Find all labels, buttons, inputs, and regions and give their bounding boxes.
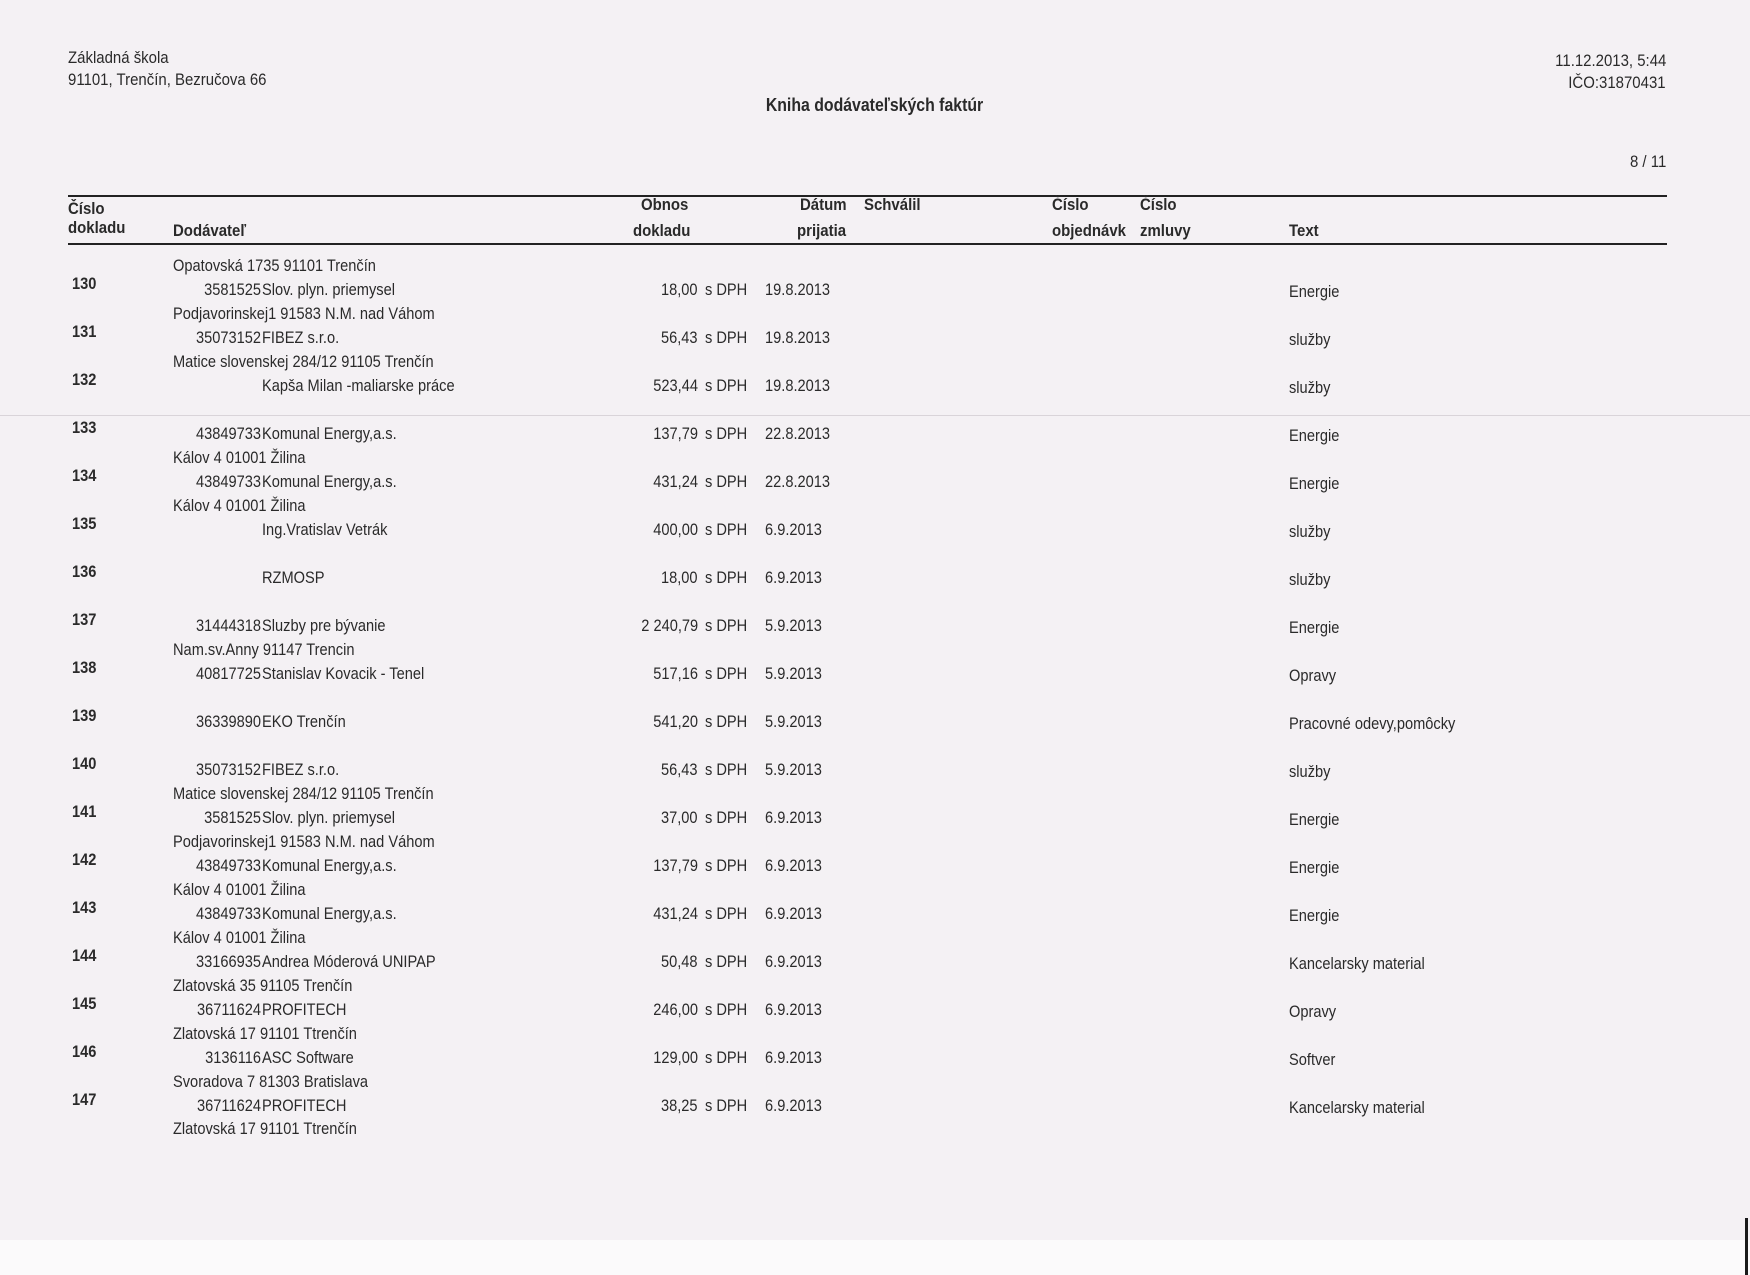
row-address: Zlatovská 17 91101 Ttrenčín bbox=[173, 1024, 357, 1043]
received-date: 6.9.2013 bbox=[765, 520, 822, 539]
supplier-name: Slov. plyn. priemysel bbox=[262, 808, 395, 827]
document-number: 130 bbox=[72, 274, 97, 293]
col-text: Text bbox=[1289, 221, 1319, 240]
vat-flag: s DPH bbox=[705, 904, 748, 923]
supplier-ico: 35073152 bbox=[195, 328, 261, 347]
supplier-name: Sluzby pre bývanie bbox=[262, 616, 386, 635]
received-date: 5.9.2013 bbox=[765, 712, 822, 731]
received-date: 6.9.2013 bbox=[765, 808, 822, 827]
vat-flag: s DPH bbox=[705, 664, 748, 683]
supplier-ico: 33166935 bbox=[195, 952, 261, 971]
supplier-name: EKO Trenčín bbox=[262, 712, 346, 731]
row-address: Matice slovenskej 284/12 91105 Trenčín bbox=[173, 352, 434, 371]
table-row bbox=[0, 1072, 1750, 1120]
amount: 2 240,79 bbox=[641, 616, 698, 635]
supplier-name: Komunal Energy,a.s. bbox=[262, 856, 397, 875]
supplier-ico: 3136116 bbox=[205, 1048, 261, 1067]
document-number: 132 bbox=[72, 370, 97, 389]
page-title-text: Kniha dodávateľských faktúr bbox=[766, 95, 984, 115]
row-address: Kálov 4 01001 Žilina bbox=[173, 448, 306, 467]
col-cislo-2: dokladu bbox=[68, 218, 126, 237]
row-address: Kálov 4 01001 Žilina bbox=[173, 496, 306, 515]
supplier-ico: 43849733 bbox=[195, 904, 261, 923]
vat-flag: s DPH bbox=[705, 1048, 748, 1067]
amount: 18,00 bbox=[661, 280, 698, 299]
row-text: služby bbox=[1289, 762, 1331, 781]
table-row bbox=[0, 400, 1750, 448]
document-number: 137 bbox=[72, 610, 97, 629]
vat-flag: s DPH bbox=[705, 520, 748, 539]
amount: 431,24 bbox=[653, 904, 698, 923]
supplier-name: Komunal Energy,a.s. bbox=[262, 424, 397, 443]
received-date: 19.8.2013 bbox=[765, 280, 831, 299]
supplier-name: Komunal Energy,a.s. bbox=[262, 472, 397, 491]
row-address: Podjavorinskej1 91583 N.M. nad Váhom bbox=[173, 832, 435, 851]
table-row bbox=[0, 544, 1750, 592]
amount: 129,00 bbox=[653, 1048, 698, 1067]
received-date: 6.9.2013 bbox=[765, 568, 822, 587]
supplier-ico: 36711624 bbox=[197, 1000, 261, 1019]
col-objednavk-1: Číslo bbox=[1052, 195, 1089, 214]
print-datetime: 11.12.2013, 5:44 bbox=[1554, 51, 1666, 70]
received-date: 5.9.2013 bbox=[765, 760, 822, 779]
col-zmluvy-2: zmluvy bbox=[1140, 221, 1191, 240]
table-row bbox=[0, 736, 1750, 784]
vat-flag: s DPH bbox=[705, 808, 748, 827]
vat-flag: s DPH bbox=[705, 1096, 748, 1115]
amount: 137,79 bbox=[653, 856, 698, 875]
vat-flag: s DPH bbox=[705, 952, 748, 971]
document-number: 142 bbox=[72, 850, 97, 869]
row-address: Kálov 4 01001 Žilina bbox=[173, 880, 306, 899]
page-title bbox=[0, 95, 1750, 116]
supplier-name: ASC Software bbox=[262, 1048, 354, 1067]
received-date: 6.9.2013 bbox=[765, 1000, 822, 1019]
row-address: Zlatovská 35 91105 Trenčín bbox=[173, 976, 353, 995]
document-number: 131 bbox=[72, 322, 97, 341]
supplier-name: PROFITECH bbox=[262, 1000, 347, 1019]
table-row bbox=[0, 832, 1750, 880]
supplier-ico: 35073152 bbox=[195, 760, 261, 779]
supplier-ico: 43849733 bbox=[195, 424, 261, 443]
row-text: Energie bbox=[1289, 474, 1340, 493]
col-zmluvy-1: Číslo bbox=[1140, 195, 1177, 214]
document-number: 144 bbox=[72, 946, 97, 965]
amount: 541,20 bbox=[653, 712, 698, 731]
row-text: Energie bbox=[1289, 906, 1340, 925]
col-datum-2: prijatia bbox=[797, 221, 847, 240]
ico-number: IČO:31870431 bbox=[1568, 73, 1666, 92]
scan-bottom-margin bbox=[0, 1240, 1750, 1275]
row-text: Energie bbox=[1289, 810, 1340, 829]
document-number: 140 bbox=[72, 754, 97, 773]
row-text: služby bbox=[1289, 378, 1331, 397]
amount: 400,00 bbox=[653, 520, 698, 539]
org-name: Základná škola bbox=[68, 48, 169, 67]
row-address: Opatovská 1735 91101 Trenčín bbox=[173, 256, 376, 275]
supplier-name: Slov. plyn. priemysel bbox=[262, 280, 395, 299]
supplier-name: PROFITECH bbox=[262, 1096, 347, 1115]
row-text: Kancelarsky material bbox=[1289, 954, 1425, 973]
received-date: 6.9.2013 bbox=[765, 952, 822, 971]
supplier-name: RZMOSP bbox=[262, 568, 325, 587]
vat-flag: s DPH bbox=[705, 424, 748, 443]
row-text: Pracovné odevy,pomôcky bbox=[1289, 714, 1456, 733]
amount: 18,00 bbox=[661, 568, 698, 587]
row-text: Kancelarsky material bbox=[1289, 1098, 1425, 1117]
amount: 56,43 bbox=[661, 328, 698, 347]
document-number: 136 bbox=[72, 562, 97, 581]
amount: 137,79 bbox=[653, 424, 698, 443]
amount: 523,44 bbox=[653, 376, 698, 395]
supplier-name: FIBEZ s.r.o. bbox=[262, 328, 340, 347]
supplier-ico: 43849733 bbox=[195, 856, 261, 875]
amount: 246,00 bbox=[653, 1000, 698, 1019]
vat-flag: s DPH bbox=[705, 712, 748, 731]
supplier-ico: 36711624 bbox=[197, 1096, 261, 1115]
table-row bbox=[0, 928, 1750, 976]
vat-flag: s DPH bbox=[705, 1000, 748, 1019]
row-address: Svoradova 7 81303 Bratislava bbox=[173, 1072, 369, 1091]
table-row bbox=[0, 976, 1750, 1024]
received-date: 22.8.2013 bbox=[765, 472, 831, 491]
vat-flag: s DPH bbox=[705, 616, 748, 635]
col-obnos-1: Obnos bbox=[641, 195, 689, 214]
supplier-name: Andrea Móderová UNIPAP bbox=[262, 952, 436, 971]
table-row bbox=[0, 880, 1750, 928]
table-row bbox=[0, 448, 1750, 496]
received-date: 22.8.2013 bbox=[765, 424, 831, 443]
row-text: Energie bbox=[1289, 618, 1340, 637]
supplier-name: Kapša Milan -maliarske práce bbox=[262, 376, 455, 395]
org-address: 91101, Trenčín, Bezručova 66 bbox=[68, 70, 267, 89]
row-text: Opravy bbox=[1289, 1002, 1337, 1021]
document-number: 143 bbox=[72, 898, 97, 917]
received-date: 5.9.2013 bbox=[765, 664, 822, 683]
document-number: 134 bbox=[72, 466, 97, 485]
supplier-ico: 3581525 bbox=[204, 280, 261, 299]
row-address: Podjavorinskej1 91583 N.M. nad Váhom bbox=[173, 304, 435, 323]
table-row bbox=[0, 1024, 1750, 1072]
col-obnos-2: dokladu bbox=[633, 221, 691, 240]
col-objednavk-2: objednávk bbox=[1052, 221, 1127, 240]
table-row bbox=[0, 784, 1750, 832]
document-number: 133 bbox=[72, 418, 97, 437]
row-address: Nam.sv.Anny 91147 Trencin bbox=[173, 640, 355, 659]
row-address: Kálov 4 01001 Žilina bbox=[173, 928, 306, 947]
supplier-ico: 43849733 bbox=[195, 472, 261, 491]
amount: 50,48 bbox=[661, 952, 698, 971]
received-date: 19.8.2013 bbox=[765, 328, 831, 347]
supplier-ico: 3581525 bbox=[204, 808, 261, 827]
vat-flag: s DPH bbox=[705, 376, 748, 395]
page-number: 8 / 11 bbox=[1629, 152, 1666, 171]
document-number: 141 bbox=[72, 802, 97, 821]
row-text: Energie bbox=[1289, 282, 1340, 301]
document-number: 145 bbox=[72, 994, 97, 1013]
table-row bbox=[0, 592, 1750, 640]
supplier-name: Ing.Vratislav Vetrák bbox=[262, 520, 388, 539]
header-bottom-rule bbox=[68, 243, 1667, 245]
vat-flag: s DPH bbox=[705, 280, 748, 299]
table-row bbox=[0, 256, 1750, 304]
supplier-ico: 36339890 bbox=[195, 712, 261, 731]
vat-flag: s DPH bbox=[705, 856, 748, 875]
received-date: 19.8.2013 bbox=[765, 376, 831, 395]
row-text: služby bbox=[1289, 522, 1331, 541]
document-number: 135 bbox=[72, 514, 97, 533]
document-number: 138 bbox=[72, 658, 97, 677]
amount: 38,25 bbox=[661, 1096, 698, 1115]
vat-flag: s DPH bbox=[705, 328, 748, 347]
trailing-address: Zlatovská 17 91101 Ttrenčín bbox=[173, 1119, 357, 1138]
vat-flag: s DPH bbox=[705, 472, 748, 491]
document-number: 139 bbox=[72, 706, 97, 725]
received-date: 6.9.2013 bbox=[765, 1048, 822, 1067]
row-text: služby bbox=[1289, 330, 1331, 349]
received-date: 6.9.2013 bbox=[765, 856, 822, 875]
table-row bbox=[0, 688, 1750, 736]
document-number: 147 bbox=[72, 1090, 97, 1109]
amount: 37,00 bbox=[661, 808, 698, 827]
row-text: Opravy bbox=[1289, 666, 1337, 685]
amount: 431,24 bbox=[653, 472, 698, 491]
vat-flag: s DPH bbox=[705, 568, 748, 587]
col-datum-1: Dátum bbox=[800, 195, 847, 214]
table-row bbox=[0, 640, 1750, 688]
supplier-name: Stanislav Kovacik - Tenel bbox=[262, 664, 425, 683]
table-row bbox=[0, 496, 1750, 544]
supplier-name: Komunal Energy,a.s. bbox=[262, 904, 397, 923]
row-text: Softver bbox=[1289, 1050, 1336, 1069]
amount: 56,43 bbox=[661, 760, 698, 779]
col-schvalil: Schválil bbox=[864, 195, 921, 214]
table-row bbox=[0, 304, 1750, 352]
document-number: 146 bbox=[72, 1042, 97, 1061]
row-text: služby bbox=[1289, 570, 1331, 589]
received-date: 6.9.2013 bbox=[765, 904, 822, 923]
received-date: 5.9.2013 bbox=[765, 616, 822, 635]
col-dodavatel: Dodávateľ bbox=[173, 221, 247, 240]
vat-flag: s DPH bbox=[705, 760, 748, 779]
supplier-name: FIBEZ s.r.o. bbox=[262, 760, 340, 779]
received-date: 6.9.2013 bbox=[765, 1096, 822, 1115]
scan-edge-mark bbox=[1745, 1218, 1748, 1275]
row-address: Matice slovenskej 284/12 91105 Trenčín bbox=[173, 784, 434, 803]
row-text: Energie bbox=[1289, 426, 1340, 445]
supplier-ico: 31444318 bbox=[195, 616, 261, 635]
supplier-ico: 40817725 bbox=[195, 664, 261, 683]
row-text: Energie bbox=[1289, 858, 1340, 877]
amount: 517,16 bbox=[653, 664, 698, 683]
col-cislo-1: Číslo bbox=[68, 199, 105, 218]
table-row bbox=[0, 352, 1750, 400]
